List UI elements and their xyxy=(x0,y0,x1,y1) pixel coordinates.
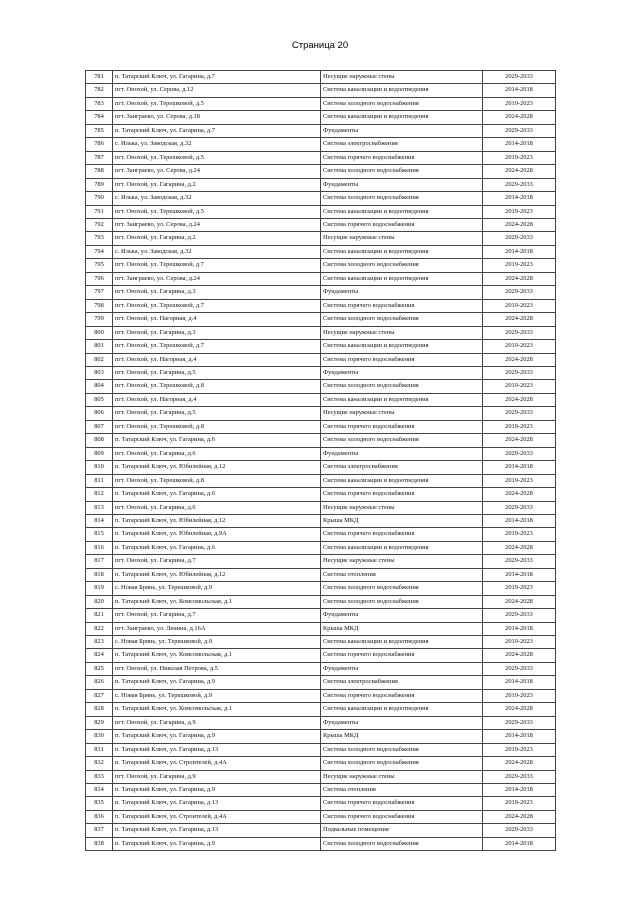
address-cell: п. Татарский Ключ, ул. Гагарина, д.7 xyxy=(113,124,321,137)
address-cell: пгт. Онохой, ул. Терешковой, д.8 xyxy=(113,420,321,433)
address-cell: с. Новая Брянь, ул. Терешковой, д.9 xyxy=(113,689,321,702)
period-cell: 2024-2028 xyxy=(483,313,556,326)
row-number: 795 xyxy=(86,259,113,272)
work-type-cell: Фундаменты xyxy=(321,716,483,729)
address-cell: п. Татарский Ключ, ул. Юбилейная, д.9А xyxy=(113,528,321,541)
row-number: 786 xyxy=(86,138,113,151)
row-number: 821 xyxy=(86,609,113,622)
work-type-cell: Фундаменты xyxy=(321,178,483,191)
row-number: 803 xyxy=(86,366,113,379)
page-header: Страница 20 xyxy=(291,40,349,51)
row-number: 805 xyxy=(86,393,113,406)
work-type-cell: Система холодного водоснабжения xyxy=(321,582,483,595)
period-cell: 2029-2033 xyxy=(483,286,556,299)
address-cell: пгт. Заиграево, ул. Серова, д.24 xyxy=(113,165,321,178)
address-cell: пгт. Онохой, ул. Нагорная, д.4 xyxy=(113,313,321,326)
period-cell: 2019-2023 xyxy=(483,205,556,218)
address-cell: пгт. Онохой, ул. Гагарина, д.5 xyxy=(113,407,321,420)
row-number: 833 xyxy=(86,770,113,783)
row-number: 808 xyxy=(86,434,113,447)
work-type-cell: Система канализации и водоотведения xyxy=(321,541,483,554)
address-cell: п. Татарский Ключ, ул. Комсомольская, д.1 xyxy=(113,649,321,662)
work-type-cell: Система электроснабжения xyxy=(321,676,483,689)
table-row xyxy=(86,232,556,245)
address-cell: пгт. Онохой, ул. Гагарина, д.7 xyxy=(113,555,321,568)
address-cell: пгт. Онохой, ул. Гагарина, д.6 xyxy=(113,447,321,460)
table-row xyxy=(86,353,556,366)
table-row xyxy=(86,636,556,649)
row-number: 794 xyxy=(86,245,113,258)
table-row xyxy=(86,757,556,770)
row-number: 837 xyxy=(86,824,113,837)
table-row xyxy=(86,743,556,756)
period-cell: 2029-2033 xyxy=(483,366,556,379)
period-cell: 2014-2018 xyxy=(483,138,556,151)
work-type-cell: Система горячего водоснабжения xyxy=(321,689,483,702)
row-number: 781 xyxy=(86,71,113,84)
row-number: 832 xyxy=(86,757,113,770)
address-cell: пгт. Онохой, ул. Гагарина, д.5 xyxy=(113,366,321,379)
period-cell: 2014-2018 xyxy=(483,676,556,689)
address-cell: пгт. Онохой, ул. Терешковой, д.5 xyxy=(113,151,321,164)
address-cell: пгт. Онохой, ул. Терешковой, д.5 xyxy=(113,97,321,110)
row-number: 834 xyxy=(86,784,113,797)
table-row xyxy=(86,784,556,797)
period-cell: 2024-2028 xyxy=(483,488,556,501)
period-cell: 2029-2033 xyxy=(483,824,556,837)
table-body xyxy=(86,71,556,851)
work-type-cell: Система холодного водоснабжения xyxy=(321,380,483,393)
table-row xyxy=(86,340,556,353)
table-row xyxy=(86,420,556,433)
work-type-cell: Крыша МКД xyxy=(321,514,483,527)
row-number: 785 xyxy=(86,124,113,137)
table-row xyxy=(86,514,556,527)
table-row xyxy=(86,286,556,299)
work-type-cell: Фундаменты xyxy=(321,124,483,137)
address-cell: пгт. Заиграево, ул. Серова, д.24 xyxy=(113,218,321,231)
period-cell: 2029-2033 xyxy=(483,232,556,245)
row-number: 825 xyxy=(86,662,113,675)
work-type-cell: Система холодного водоснабжения xyxy=(321,313,483,326)
row-number: 824 xyxy=(86,649,113,662)
row-number: 782 xyxy=(86,84,113,97)
period-cell: 2019-2023 xyxy=(483,420,556,433)
period-cell: 2024-2028 xyxy=(483,434,556,447)
work-type-cell: Система горячего водоснабжения xyxy=(321,353,483,366)
work-type-cell: Несущие наружные стены xyxy=(321,770,483,783)
table-row xyxy=(86,609,556,622)
period-cell: 2019-2023 xyxy=(483,582,556,595)
work-type-cell: Несущие наружные стены xyxy=(321,71,483,84)
period-cell: 2024-2028 xyxy=(483,810,556,823)
address-cell: пгт. Онохой, ул. Гагарина, д.7 xyxy=(113,609,321,622)
row-number: 804 xyxy=(86,380,113,393)
period-cell: 2029-2033 xyxy=(483,555,556,568)
work-type-cell: Система канализации и водоотведения xyxy=(321,111,483,124)
address-cell: пгт. Онохой, ул. Серова, д.12 xyxy=(113,84,321,97)
table-row xyxy=(86,434,556,447)
table-row xyxy=(86,205,556,218)
row-number: 828 xyxy=(86,703,113,716)
address-cell: п. Татарский Ключ, ул. Гагарина, д.9 xyxy=(113,676,321,689)
address-cell: пгт. Онохой, ул. Терешковой, д.7 xyxy=(113,340,321,353)
period-cell: 2024-2028 xyxy=(483,111,556,124)
period-cell: 2029-2033 xyxy=(483,178,556,191)
work-type-cell: Крыша МКД xyxy=(321,622,483,635)
row-number: 826 xyxy=(86,676,113,689)
address-cell: пгт. Онохой, ул. Терешковой, д.5 xyxy=(113,205,321,218)
table-row xyxy=(86,124,556,137)
table-row xyxy=(86,272,556,285)
table-row xyxy=(86,84,556,97)
row-number: 838 xyxy=(86,837,113,850)
row-number: 797 xyxy=(86,286,113,299)
row-number: 816 xyxy=(86,541,113,554)
table-row xyxy=(86,649,556,662)
row-number: 830 xyxy=(86,730,113,743)
period-cell: 2019-2023 xyxy=(483,689,556,702)
address-cell: пгт. Заиграево, ул. Ленина, д.16А xyxy=(113,622,321,635)
address-cell: с. Илька, ул. Заводская, д.32 xyxy=(113,245,321,258)
address-cell: пгт. Онохой, ул. Гагарина, д.3 xyxy=(113,286,321,299)
work-type-cell: Система холодного водоснабжения xyxy=(321,595,483,608)
table-row xyxy=(86,595,556,608)
table-row xyxy=(86,447,556,460)
table-row xyxy=(86,730,556,743)
work-type-cell: Система горячего водоснабжения xyxy=(321,488,483,501)
period-cell: 2029-2033 xyxy=(483,501,556,514)
repair-schedule-table xyxy=(85,70,556,851)
work-type-cell: Система канализации и водоотведения xyxy=(321,340,483,353)
table-row xyxy=(86,810,556,823)
row-number: 815 xyxy=(86,528,113,541)
address-cell: с. Илька, ул. Заводская, д.32 xyxy=(113,138,321,151)
period-cell: 2024-2028 xyxy=(483,703,556,716)
work-type-cell: Система холодного водоснабжения xyxy=(321,434,483,447)
table-row xyxy=(86,192,556,205)
period-cell: 2014-2018 xyxy=(483,784,556,797)
table-row xyxy=(86,797,556,810)
row-number: 790 xyxy=(86,192,113,205)
period-cell: 2024-2028 xyxy=(483,541,556,554)
period-cell: 2024-2028 xyxy=(483,393,556,406)
work-type-cell: Несущие наружные стены xyxy=(321,407,483,420)
table-row xyxy=(86,259,556,272)
period-cell: 2014-2018 xyxy=(483,837,556,850)
address-cell: п. Татарский Ключ, ул. Гагарина, д.13 xyxy=(113,797,321,810)
period-cell: 2029-2033 xyxy=(483,407,556,420)
address-cell: п. Татарский Ключ, ул. Юбилейная, д.12 xyxy=(113,568,321,581)
table-row xyxy=(86,837,556,850)
row-number: 813 xyxy=(86,501,113,514)
period-cell: 2014-2018 xyxy=(483,245,556,258)
row-number: 829 xyxy=(86,716,113,729)
row-number: 802 xyxy=(86,353,113,366)
work-type-cell: Система холодного водоснабжения xyxy=(321,165,483,178)
row-number: 820 xyxy=(86,595,113,608)
period-cell: 2014-2018 xyxy=(483,568,556,581)
period-cell: 2019-2023 xyxy=(483,97,556,110)
work-type-cell: Система канализации и водоотведения xyxy=(321,474,483,487)
address-cell: п. Татарский Ключ, ул. Юбилейная, д.12 xyxy=(113,461,321,474)
row-number: 787 xyxy=(86,151,113,164)
work-type-cell: Система холодного водоснабжения xyxy=(321,192,483,205)
table-row xyxy=(86,770,556,783)
period-cell: 2019-2023 xyxy=(483,743,556,756)
table-row xyxy=(86,97,556,110)
table-row xyxy=(86,689,556,702)
period-cell: 2014-2018 xyxy=(483,514,556,527)
table-row xyxy=(86,326,556,339)
row-number: 831 xyxy=(86,743,113,756)
address-cell: п. Татарский Ключ, ул. Строителей, д.4А xyxy=(113,757,321,770)
table-row xyxy=(86,568,556,581)
period-cell: 2019-2023 xyxy=(483,380,556,393)
work-type-cell: Система канализации и водоотведения xyxy=(321,393,483,406)
address-cell: пгт. Онохой, ул. Гагарина, д.6 xyxy=(113,501,321,514)
table-row xyxy=(86,218,556,231)
address-cell: пгт. Онохой, ул. Гагарина, д.9 xyxy=(113,716,321,729)
address-cell: пгт. Онохой, ул. Нагорная, д.4 xyxy=(113,393,321,406)
period-cell: 2029-2033 xyxy=(483,71,556,84)
table-row xyxy=(86,245,556,258)
work-type-cell: Фундаменты xyxy=(321,286,483,299)
row-number: 807 xyxy=(86,420,113,433)
table-row xyxy=(86,151,556,164)
work-type-cell: Фундаменты xyxy=(321,447,483,460)
address-cell: с. Новая Брянь, ул. Терешковой, д.9 xyxy=(113,636,321,649)
row-number: 796 xyxy=(86,272,113,285)
table-row xyxy=(86,582,556,595)
address-cell: пгт. Заиграево, ул. Серова, д.18 xyxy=(113,111,321,124)
work-type-cell: Система канализации и водоотведения xyxy=(321,272,483,285)
period-cell: 2024-2028 xyxy=(483,165,556,178)
period-cell: 2029-2033 xyxy=(483,662,556,675)
address-cell: п. Татарский Ключ, ул. Гагарина, д.9 xyxy=(113,784,321,797)
address-cell: пгт. Онохой, ул. Терешковой, д.7 xyxy=(113,259,321,272)
period-cell: 2014-2018 xyxy=(483,461,556,474)
period-cell: 2019-2023 xyxy=(483,340,556,353)
work-type-cell: Система канализации и водоотведения xyxy=(321,245,483,258)
work-type-cell: Фундаменты xyxy=(321,366,483,379)
row-number: 793 xyxy=(86,232,113,245)
address-cell: пгт. Онохой, ул. Терешковой, д.8 xyxy=(113,474,321,487)
period-cell: 2029-2033 xyxy=(483,326,556,339)
row-number: 792 xyxy=(86,218,113,231)
table-row xyxy=(86,380,556,393)
row-number: 827 xyxy=(86,689,113,702)
address-cell: пгт. Онохой, ул. Терешковой, д.7 xyxy=(113,299,321,312)
work-type-cell: Система горячего водоснабжения xyxy=(321,420,483,433)
row-number: 809 xyxy=(86,447,113,460)
table-row xyxy=(86,461,556,474)
work-type-cell: Система горячего водоснабжения xyxy=(321,649,483,662)
work-type-cell: Фундаменты xyxy=(321,662,483,675)
table-row xyxy=(86,474,556,487)
period-cell: 2024-2028 xyxy=(483,649,556,662)
work-type-cell: Система холодного водоснабжения xyxy=(321,97,483,110)
address-cell: п. Татарский Ключ, ул. Комсомольская, д.1 xyxy=(113,703,321,716)
period-cell: 2029-2033 xyxy=(483,124,556,137)
address-cell: п. Татарский Ключ, ул. Гагарина, д.6 xyxy=(113,541,321,554)
address-cell: с. Новая Брянь, ул. Терешковой, д.9 xyxy=(113,582,321,595)
work-type-cell: Несущие наружные стены xyxy=(321,232,483,245)
work-type-cell: Система холодного водоснабжения xyxy=(321,757,483,770)
row-number: 783 xyxy=(86,97,113,110)
table-row xyxy=(86,824,556,837)
table-row xyxy=(86,703,556,716)
period-cell: 2024-2028 xyxy=(483,595,556,608)
period-cell: 2024-2028 xyxy=(483,272,556,285)
row-number: 819 xyxy=(86,582,113,595)
address-cell: п. Татарский Ключ, ул. Гагарина, д.13 xyxy=(113,824,321,837)
table-row xyxy=(86,622,556,635)
period-cell: 2019-2023 xyxy=(483,528,556,541)
row-number: 817 xyxy=(86,555,113,568)
address-cell: пгт. Онохой, ул. Терешковой, д.8 xyxy=(113,380,321,393)
table-row xyxy=(86,313,556,326)
work-type-cell: Система электроснабжения xyxy=(321,461,483,474)
address-cell: п. Татарский Ключ, ул. Гагарина, д.7 xyxy=(113,71,321,84)
period-cell: 2019-2023 xyxy=(483,474,556,487)
table-row xyxy=(86,676,556,689)
table-row xyxy=(86,393,556,406)
work-type-cell: Фундаменты xyxy=(321,609,483,622)
period-cell: 2019-2023 xyxy=(483,299,556,312)
address-cell: п. Татарский Ключ, ул. Комсомольская, д.1 xyxy=(113,595,321,608)
address-cell: п. Татарский Ключ, ул. Гагарина, д.9 xyxy=(113,730,321,743)
period-cell: 2019-2023 xyxy=(483,151,556,164)
row-number: 822 xyxy=(86,622,113,635)
row-number: 814 xyxy=(86,514,113,527)
address-cell: пгт. Онохой, ул. Гагарина, д.2 xyxy=(113,232,321,245)
row-number: 823 xyxy=(86,636,113,649)
work-type-cell: Система горячего водоснабжения xyxy=(321,151,483,164)
row-number: 810 xyxy=(86,461,113,474)
period-cell: 2014-2018 xyxy=(483,84,556,97)
table-row xyxy=(86,71,556,84)
work-type-cell: Несущие наружные стены xyxy=(321,326,483,339)
period-cell: 2019-2023 xyxy=(483,797,556,810)
table-row xyxy=(86,299,556,312)
table-row xyxy=(86,407,556,420)
work-type-cell: Система горячего водоснабжения xyxy=(321,797,483,810)
row-number: 784 xyxy=(86,111,113,124)
table-row xyxy=(86,541,556,554)
work-type-cell: Система холодного водоснабжения xyxy=(321,259,483,272)
work-type-cell: Система канализации и водоотведения xyxy=(321,205,483,218)
row-number: 789 xyxy=(86,178,113,191)
work-type-cell: Система канализации и водоотведения xyxy=(321,703,483,716)
address-cell: пгт. Онохой, ул. Нагорная, д.4 xyxy=(113,353,321,366)
table-row xyxy=(86,165,556,178)
table-row xyxy=(86,488,556,501)
address-cell: пгт. Онохой, ул. Николая Петрова, д.5 xyxy=(113,662,321,675)
period-cell: 2014-2018 xyxy=(483,730,556,743)
address-cell: с. Илька, ул. Заводская, д.32 xyxy=(113,192,321,205)
period-cell: 2019-2023 xyxy=(483,636,556,649)
work-type-cell: Система канализации и водоотведения xyxy=(321,84,483,97)
work-type-cell: Несущие наружные стены xyxy=(321,501,483,514)
address-cell: пгт. Онохой, ул. Гагарина, д.3 xyxy=(113,326,321,339)
row-number: 791 xyxy=(86,205,113,218)
table-row xyxy=(86,528,556,541)
period-cell: 2029-2033 xyxy=(483,609,556,622)
table-row xyxy=(86,138,556,151)
work-type-cell: Система горячего водоснабжения xyxy=(321,810,483,823)
table-row xyxy=(86,662,556,675)
work-type-cell: Подвальные помещения xyxy=(321,824,483,837)
table-row xyxy=(86,111,556,124)
row-number: 812 xyxy=(86,488,113,501)
work-type-cell: Система канализации и водоотведения xyxy=(321,636,483,649)
period-cell: 2024-2028 xyxy=(483,218,556,231)
row-number: 806 xyxy=(86,407,113,420)
row-number: 800 xyxy=(86,326,113,339)
address-cell: п. Татарский Ключ, ул. Гагарина, д.13 xyxy=(113,743,321,756)
address-cell: п. Татарский Ключ, ул. Гагарина, д.6 xyxy=(113,434,321,447)
row-number: 801 xyxy=(86,340,113,353)
work-type-cell: Система отопления xyxy=(321,784,483,797)
period-cell: 2019-2023 xyxy=(483,259,556,272)
address-cell: пгт. Заиграево, ул. Серова, д.24 xyxy=(113,272,321,285)
address-cell: п. Татарский Ключ, ул. Юбилейная, д.12 xyxy=(113,514,321,527)
row-number: 798 xyxy=(86,299,113,312)
period-cell: 2024-2028 xyxy=(483,757,556,770)
address-cell: пгт. Онохой, ул. Гагарина, д.2 xyxy=(113,178,321,191)
work-type-cell: Система электроснабжения xyxy=(321,138,483,151)
period-cell: 2014-2018 xyxy=(483,192,556,205)
work-type-cell: Система горячего водоснабжения xyxy=(321,299,483,312)
work-type-cell: Система горячего водоснабжения xyxy=(321,218,483,231)
period-cell: 2029-2033 xyxy=(483,447,556,460)
period-cell: 2014-2018 xyxy=(483,622,556,635)
row-number: 799 xyxy=(86,313,113,326)
work-type-cell: Система горячего водоснабжения xyxy=(321,528,483,541)
period-cell: 2029-2033 xyxy=(483,770,556,783)
table-row xyxy=(86,178,556,191)
work-type-cell: Система холодного водоснабжения xyxy=(321,743,483,756)
row-number: 835 xyxy=(86,797,113,810)
period-cell: 2024-2028 xyxy=(483,353,556,366)
table-row xyxy=(86,366,556,379)
row-number: 788 xyxy=(86,165,113,178)
address-cell: п. Татарский Ключ, ул. Гагарина, д.6 xyxy=(113,488,321,501)
work-type-cell: Крыша МКД xyxy=(321,730,483,743)
work-type-cell: Система отопления xyxy=(321,568,483,581)
row-number: 818 xyxy=(86,568,113,581)
period-cell: 2029-2033 xyxy=(483,716,556,729)
table-row xyxy=(86,716,556,729)
address-cell: п. Татарский Ключ, ул. Гагарина, д.9 xyxy=(113,837,321,850)
work-type-cell: Система холодного водоснабжения xyxy=(321,837,483,850)
row-number: 811 xyxy=(86,474,113,487)
address-cell: пгт. Онохой, ул. Гагарина, д.9 xyxy=(113,770,321,783)
work-type-cell: Несущие наружные стены xyxy=(321,555,483,568)
address-cell: п. Татарский Ключ, ул. Строителей, д.4А xyxy=(113,810,321,823)
table-row xyxy=(86,501,556,514)
table-row xyxy=(86,555,556,568)
row-number: 836 xyxy=(86,810,113,823)
